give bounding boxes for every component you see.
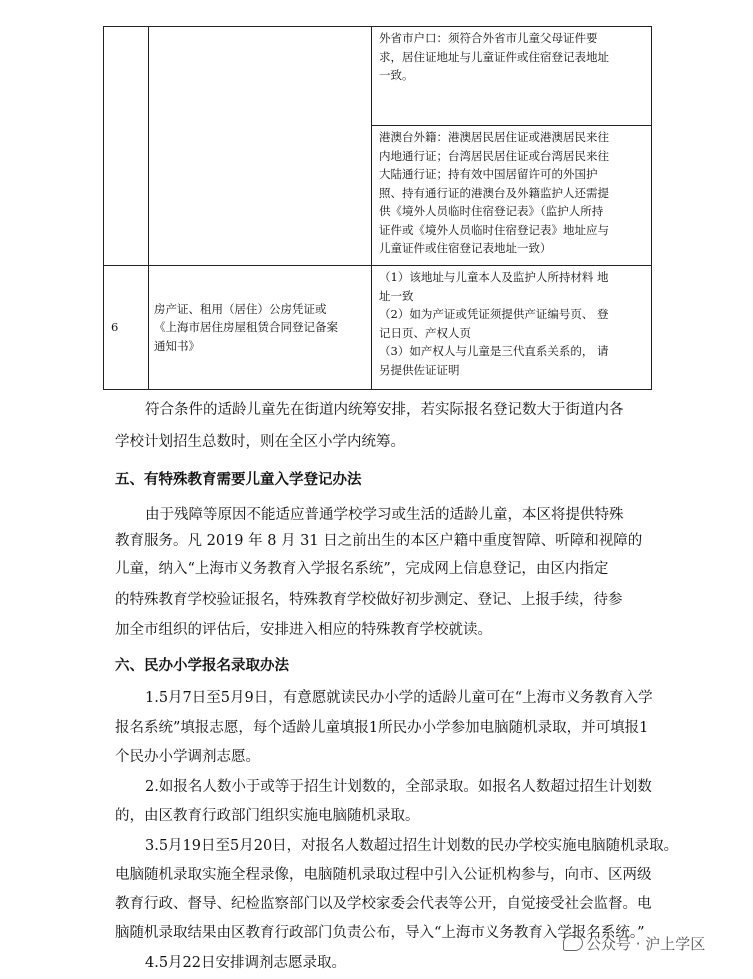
requirement-cell (372, 126, 652, 266)
paragraph-line: 符合条件的适龄儿童先在街道内统筹安排，若实际报名登记数大于街道内各 (145, 402, 624, 418)
paragraph-line: 儿童，纳入“上海市义务教育入学报名系统”，完成网上信息登记，由区内指定 (115, 561, 609, 577)
material-cell (149, 27, 372, 266)
chat-bubble-icon (563, 935, 583, 951)
paragraph-line: 教育服务。凡 2019 年 8 月 31 日之前出生的本区户籍中重度智障、听障和视障的 (115, 533, 643, 549)
table-row (104, 27, 652, 126)
requirement-text: （1）该地址与儿童本人及监护人所持材料 地 址一致 （2）如为产证或凭证须提供产证编号页、 登 记日页、产权人页 （3）如产权人与儿童是三代直系关系的， 请 另提供佐证证明 (379, 270, 609, 377)
paragraph-line: 的，由区教育行政部门组织实施电脑随机录取。 (115, 808, 420, 824)
row-number-cell: 6 (104, 266, 149, 390)
paragraph-line: 1.5月7日至5月9日，有意愿就读民办小学的适龄儿童可在“上海市义务教育入学 (145, 690, 653, 706)
section-heading: 六、民办小学报名录取办法 (115, 657, 289, 674)
table-row (104, 266, 652, 390)
paragraph-line: 2.如报名人数小于或等于招生计划数的，全部录取。如报名人数超过招生计划数 (145, 779, 652, 795)
paragraph-line: 脑随机录取结果由区教育行政部门负责公布，导入“上海市义务教育入学报名系统。” (115, 925, 645, 941)
paragraph-line: 的特殊教育学校验证报名，特殊教育学校做好初步测定、登记、上报手续，待参 (115, 592, 623, 608)
paragraph-line: 电脑随机录取实施全程录像，电脑随机录取过程中引入公证机构参与，向市、区两级 (115, 867, 652, 883)
requirement-cell (372, 27, 652, 126)
paragraph-line: 由于残障等原因不能适应普通学校学习或生活的适龄儿童，本区将提供特殊 (145, 507, 624, 523)
paragraph-line: 学校计划招生总数时，则在全区小学内统筹。 (115, 434, 405, 450)
paragraph-line: 3.5月19日至5月20日，对报名人数超过招生计划数的民办学校实施电脑随机录取。 (145, 838, 679, 854)
requirement-cell (372, 266, 652, 390)
paragraph-line: 个民办小学调剂志愿。 (115, 749, 260, 765)
material-cell (149, 266, 372, 390)
section-heading: 五、有特殊教育需要儿童入学登记办法 (115, 471, 362, 488)
requirement-text: 外省市户口：须符合外省市儿童父母证件要 求，居住证地址与儿童证件或住宿登记表地址 一致。 (379, 31, 609, 82)
watermark: 公众号 · 沪上学区 (563, 933, 705, 954)
row-number-cell (104, 27, 149, 266)
material-text: 房产证、租用（居住）公房凭证或 《上海市居住房屋租赁合同登记备案 通知书》 (154, 301, 338, 353)
paragraph-line: 加全市组织的评估后，安排进入相应的特殊教育学校就读。 (115, 622, 492, 638)
paragraph-line: 4.5月22日安排调剂志愿录取。 (145, 955, 347, 971)
paragraph-line: 教育行政、督导、纪检监察部门以及学校家委会代表等公开，自觉接受社会监督。电 (115, 896, 652, 912)
requirements-table (103, 26, 652, 390)
requirement-text: 港澳台外籍：港澳居民居住证或港澳居民来往 内地通行证；台湾居民居住证或台湾居民来往 大陆通行证；持有效中国居留许可的外国护 照、持有通行证的港澳台及外籍监护人还需提 供《境外人员临时住宿登记表》（监护人所持 证件或《境外人员临时住宿登记表》地址应与 儿童证件或住宿登记表地址一致） (379, 130, 609, 255)
paragraph-line: 报名系统”填报志愿，每个适龄儿童填报1所民办小学参加电脑随机录取，并可填报1 (115, 720, 649, 736)
